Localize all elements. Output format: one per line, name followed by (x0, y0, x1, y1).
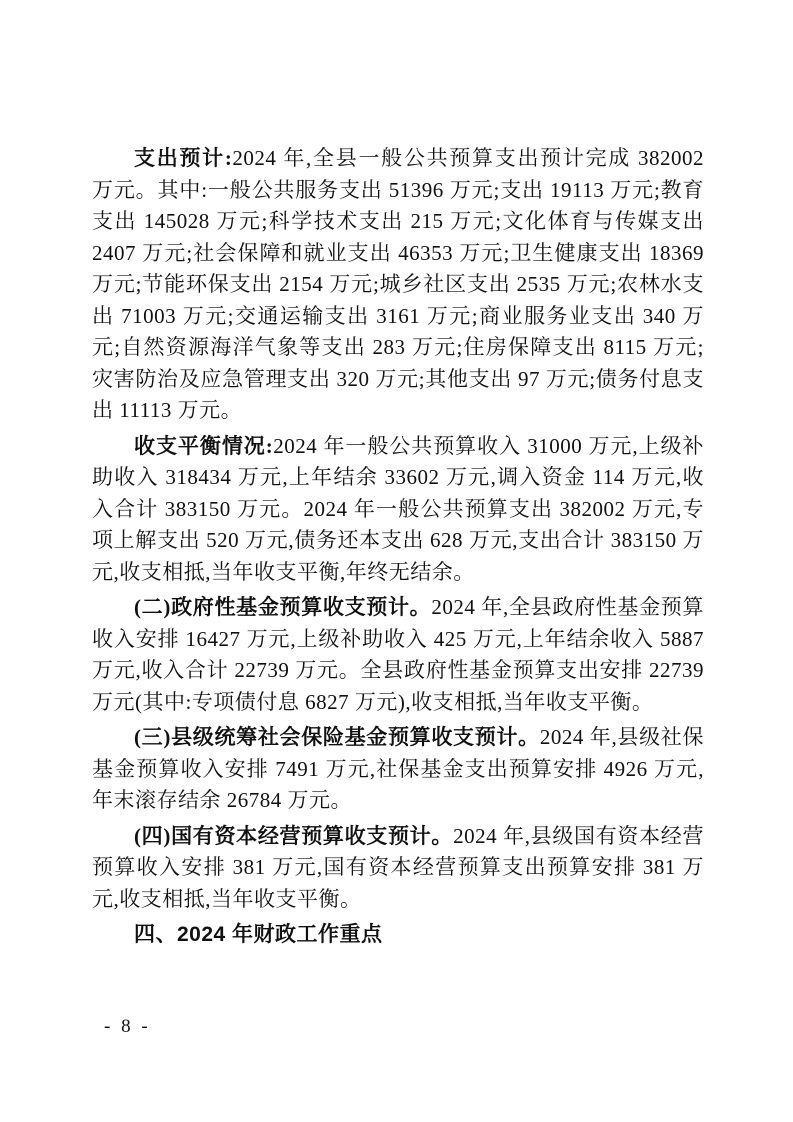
paragraph-social-insurance-budget-lead: (三)县级统筹社会保险基金预算收支预计。 (134, 725, 540, 749)
paragraph-state-capital-budget (92, 821, 704, 916)
paragraph-expenditure-forecast-text: 2024 年,全县一般公共预算支出预计完成 382002 万元。其中:一般公共服务支出 51396 万元;支出 19113 万元;教育支出 145028 万元;科学技术支出 215 万元;文化体育与传媒支出 2407 万元;社会保障和就业支出 46353 万元;卫生健康支出 18369 万元;节能环保支出 2154 万元;城乡社区支出 2535 万元;农林水支出 71003 万元;交通运输支出 3161 万元;商业服务业支出 340 万元;自然资源海洋气象等支出 283 万元;住房保障支出 8115 万元;灾害防治及应急管理支出 320 万元;其他支出 97 万元;债务付息支出 11113 万元。 (92, 146, 704, 422)
paragraph-expenditure-forecast (92, 143, 704, 427)
paragraph-social-insurance-budget-text: 2024 年,县级社保基金预算收入安排 7491 万元,社保基金支出预算安排 4926 万元,年末滚存结余 26784 万元。 (92, 725, 704, 812)
paragraph-balance-status-lead: 收支平衡情况: (134, 433, 274, 458)
paragraph-social-insurance-budget (92, 722, 704, 817)
document-body (92, 143, 704, 955)
paragraph-government-funds-budget-lead: (二)政府性基金预算收支预计。 (134, 595, 432, 619)
paragraph-expenditure-forecast-lead: 支出预计: (134, 146, 233, 170)
paragraph-balance-status (92, 431, 704, 589)
section-heading-2024-fiscal-priorities: 四、2024 年财政工作重点 (134, 923, 383, 946)
paragraph-state-capital-budget-lead: (四)国有资本经营预算收支预计。 (134, 823, 454, 848)
paragraph-government-funds-budget-text: 2024 年,全县政府性基金预算收入安排 16427 万元,上级补助收入 425 万元,上年结余收入 5887 万元,收入合计 22739 万元。全县政府性基金预算支出安排 22739 万元(其中:专项债付息 6827 万元),收支相抵,当年收支平衡。 (92, 595, 704, 714)
paragraph-balance-status-text: 2024 年一般公共预算收入 31000 万元,上级补助收入 318434 万元,上年结余 33602 万元,调入资金 114 万元,收入合计 383150 万元。2024 年一般公共预算支出 382002 万元,专项上解支出 520 万元,债务还本支出 628 万元,支出合计 383150 万元,收支相抵,当年收支平衡,年终无结余。 (92, 433, 704, 584)
paragraph-government-funds-budget (92, 592, 704, 718)
paragraph-state-capital-budget-text: 2024 年,县级国有资本经营预算收入安排 381 万元,国有资本经营预算支出预算安排 381 万元,收支相抵,当年收支平衡。 (92, 823, 704, 911)
page-number: - 8 - (104, 1016, 151, 1037)
